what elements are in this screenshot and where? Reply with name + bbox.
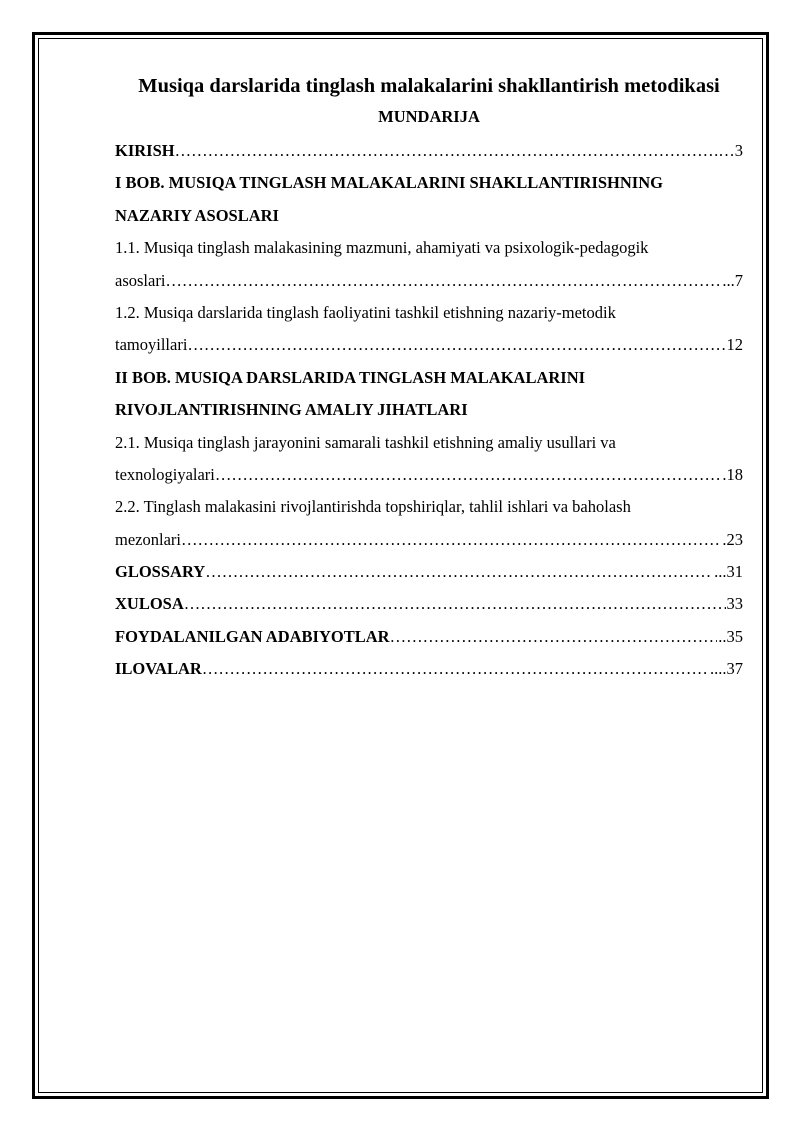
- toc-entry-ilovalar: [115, 653, 743, 685]
- toc-heading: MUNDARIJA: [378, 107, 480, 126]
- toc-entry-adabiyotlar: [115, 621, 743, 653]
- dot-leader: [175, 135, 714, 167]
- toc-entry-label: mezonlari: [115, 529, 181, 549]
- toc-entry-kirish: [115, 135, 743, 167]
- toc-page-number: .…3: [714, 141, 743, 160]
- toc-section-1-2: [115, 329, 743, 361]
- toc-entry-label: tamoyillari: [115, 335, 188, 355]
- toc-entry-label: GLOSSARY: [115, 562, 206, 582]
- toc-page-number: ...7: [722, 270, 743, 290]
- toc-chapter-1-line-2: NAZARIY ASOSLARI: [115, 205, 279, 225]
- dot-leader: [165, 265, 721, 297]
- toc-entry-xulosa: [115, 588, 743, 620]
- dot-leader: [187, 329, 725, 361]
- toc-entry-label: FOYDALANILGAN ADABIYOTLAR: [115, 626, 390, 646]
- dot-leader: [202, 653, 709, 685]
- toc-section-2-1-line-1: 2.1. Musiqa tinglash jarayonini samarali tashkil etishning amaliy usullari va: [115, 432, 616, 452]
- toc-page-number: 12: [726, 335, 743, 355]
- toc-chapter-1-line-1: I BOB. MUSIQA TINGLASH MALAKALARINI SHAKLLANTIRISHNING: [115, 173, 663, 193]
- toc-page-number: ..35: [718, 626, 743, 646]
- toc-entry-glossary: [115, 556, 743, 588]
- toc-section-2-2: [115, 524, 743, 556]
- document-title: Musiqa darslarida tinglash malakalarini shakllantirish metodikasi: [138, 75, 720, 97]
- dot-leader: [184, 588, 726, 620]
- toc-page-number: ...31: [714, 562, 743, 582]
- toc-page-number: 33: [726, 594, 743, 614]
- toc-section-1-2-line-1: 1.2. Musiqa darslarida tinglash faoliyatini tashkil etishning nazariy-metodik: [115, 302, 616, 322]
- toc-entry-label: asoslari: [115, 270, 166, 290]
- toc-section-1-1-line-1: 1.1. Musiqa tinglash malakasining mazmuni, ahamiyati va psixologik-pedagogik: [115, 238, 649, 258]
- toc-chapter-2-line-1: II BOB. MUSIQA DARSLARIDA TINGLASH MALAKALARINI: [115, 367, 586, 387]
- toc-page-number: ....37: [710, 659, 743, 679]
- dot-leader: [390, 621, 718, 653]
- toc-page-number: .23: [722, 529, 743, 549]
- dot-leader: [215, 459, 721, 491]
- toc-section-2-1: [115, 459, 743, 491]
- toc-page-number: .18: [722, 464, 743, 484]
- dot-leader: [205, 556, 713, 588]
- toc-entry-label: ILOVALAR: [115, 659, 202, 679]
- toc-entry-label: XULOSA: [115, 594, 184, 614]
- document-content: [115, 70, 743, 686]
- toc-section-2-2-line-1: 2.2. Tinglash malakasini rivojlantirishda topshiriqlar, tahlil ishlari va baholash: [115, 497, 631, 517]
- toc-section-1-1: [115, 265, 743, 297]
- dot-leader: [181, 524, 721, 556]
- toc-entry-label: texnologiyalari: [115, 464, 215, 484]
- toc-entry-label: KIRISH: [115, 141, 175, 160]
- toc-chapter-2-line-2: RIVOJLANTIRISHNING AMALIY JIHATLARI: [115, 400, 468, 420]
